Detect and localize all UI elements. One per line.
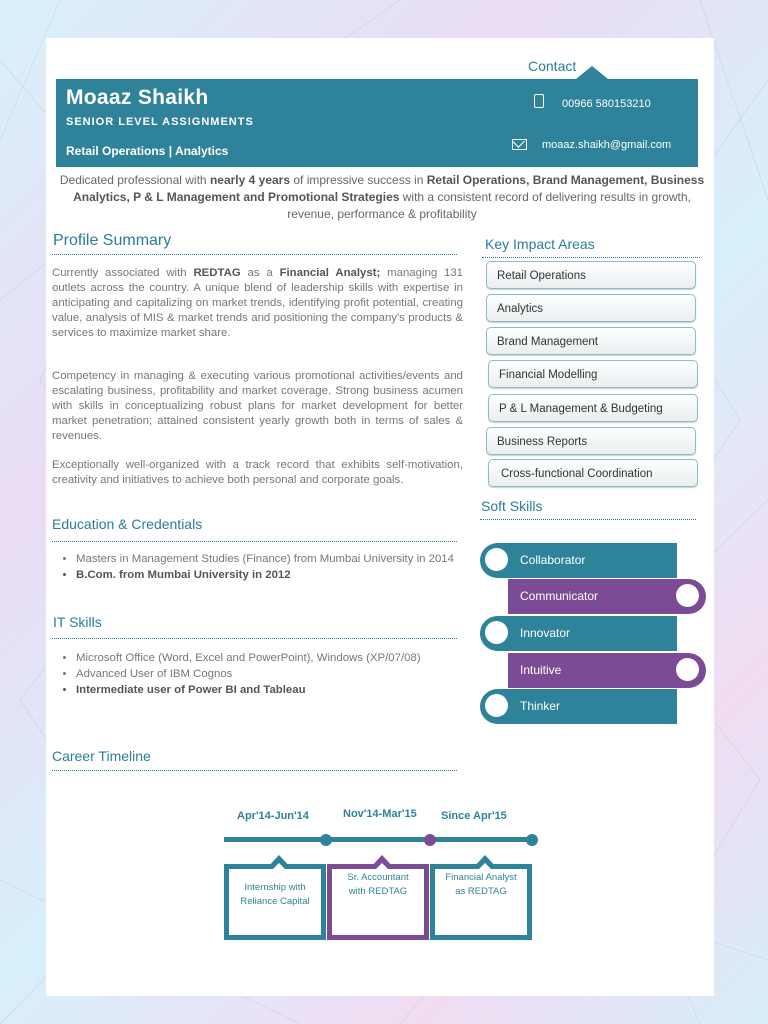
education-list (52, 552, 469, 584)
key-impact-title: Key Impact Areas (485, 236, 595, 252)
soft-skills-title: Soft Skills (481, 498, 543, 514)
divider (480, 519, 696, 520)
divider (52, 541, 457, 542)
subtitle: SENIOR LEVEL ASSIGNMENTS (66, 116, 254, 128)
phone-number: 00966 580153210 (562, 98, 651, 110)
career-timeline-title: Career Timeline (52, 748, 151, 764)
timeline-period: Apr'14-Jun'14 (237, 810, 309, 822)
profile-paragraph: Exceptionally well-organized with a track record that exhibits self-motivation, creativity and initiatives to achieve both personal and corporate goals. (52, 459, 463, 486)
it-skills-title: IT Skills (53, 614, 102, 630)
divider (52, 254, 457, 255)
timeline-line (224, 837, 536, 842)
phone-icon (534, 94, 544, 108)
timeline-period: Nov'14-Mar'15 (343, 808, 417, 820)
education-title: Education & Credentials (52, 516, 203, 532)
circle-icon (676, 584, 699, 607)
contact-label: Contact (528, 58, 577, 74)
header-banner (56, 79, 698, 167)
roles: Retail Operations | Analytics (66, 144, 229, 158)
divider (52, 770, 457, 771)
list-item: • Intermediate user of Power BI and Tableau (76, 683, 469, 698)
resume-page (46, 38, 714, 996)
contact-notch (576, 66, 608, 79)
impact-area-item: Cross-functional Coordination (488, 459, 698, 487)
soft-skill-item: Intuitive (508, 653, 706, 688)
timeline-role-box: Internship with Reliance Capital (224, 864, 326, 940)
list-item: • Masters in Management Studies (Finance) from Mumbai University in 2014 (76, 552, 469, 567)
email-address: moaaz.shaikh@gmail.com (542, 139, 672, 151)
intro-summary: Dedicated professional with nearly 4 years of impressive success in Retail Operations, Brand Management, Business Analytics, P & L Management and Promotional Strategies with a consistent record of delivering results in growth, revenue, performance & profitability (59, 173, 705, 221)
timeline-role-box: Sr. Accountant with REDTAG (327, 864, 429, 940)
timeline-period: Since Apr'15 (441, 810, 507, 822)
list-item: • Advanced User of IBM Cognos (76, 667, 469, 682)
soft-skill-item: Thinker (480, 689, 677, 724)
it-skills-list (52, 651, 469, 699)
impact-area-item: P & L Management & Budgeting (488, 394, 698, 422)
timeline-role-box: Financial Analyst as REDTAG (430, 864, 532, 940)
circle-icon (485, 548, 508, 571)
impact-area-item: Brand Management (486, 327, 696, 355)
list-item: • Microsoft Office (Word, Excel and PowerPoint), Windows (XP/07/08) (76, 651, 469, 666)
timeline-dot (526, 834, 538, 846)
circle-icon (485, 621, 508, 644)
profile-summary-title: Profile Summary (53, 232, 172, 249)
circle-icon (485, 694, 508, 717)
impact-area-item: Financial Modelling (488, 360, 698, 388)
impact-area-item: Business Reports (486, 427, 696, 455)
mail-icon (512, 139, 527, 150)
list-item: • B.Com. from Mumbai University in 2012 (76, 568, 469, 583)
candidate-name: Moaaz Shaikh (66, 86, 209, 109)
circle-icon (676, 658, 699, 681)
soft-skill-item: Communicator (508, 579, 706, 614)
profile-paragraph: Competency in managing & executing various promotional activities/events and escalating business, profitability and market coverage. Strong business acumen with skills in conceptualizing robust plans for market development for better market penetration; attained consistent yearly growth both in terms of sales & revenues. (52, 370, 463, 442)
impact-area-item: Retail Operations (486, 261, 696, 289)
impact-area-item: Analytics (486, 294, 696, 322)
soft-skill-item: Collaborator (480, 543, 677, 578)
divider (52, 638, 457, 639)
soft-skill-item: Innovator (480, 616, 677, 651)
timeline-dot (320, 834, 332, 846)
divider (482, 257, 700, 258)
timeline-dot (424, 834, 436, 846)
profile-paragraph: Currently associated with REDTAG as a Financial Analyst; managing 131 outlets across the country. A unique blend of leadership skills with expertise in anticipating and capitalizing on market trends, identifying profit potential, creating value, analysis of MIS & market trends and positioning the company's products & services to maximize market share. (52, 267, 464, 339)
